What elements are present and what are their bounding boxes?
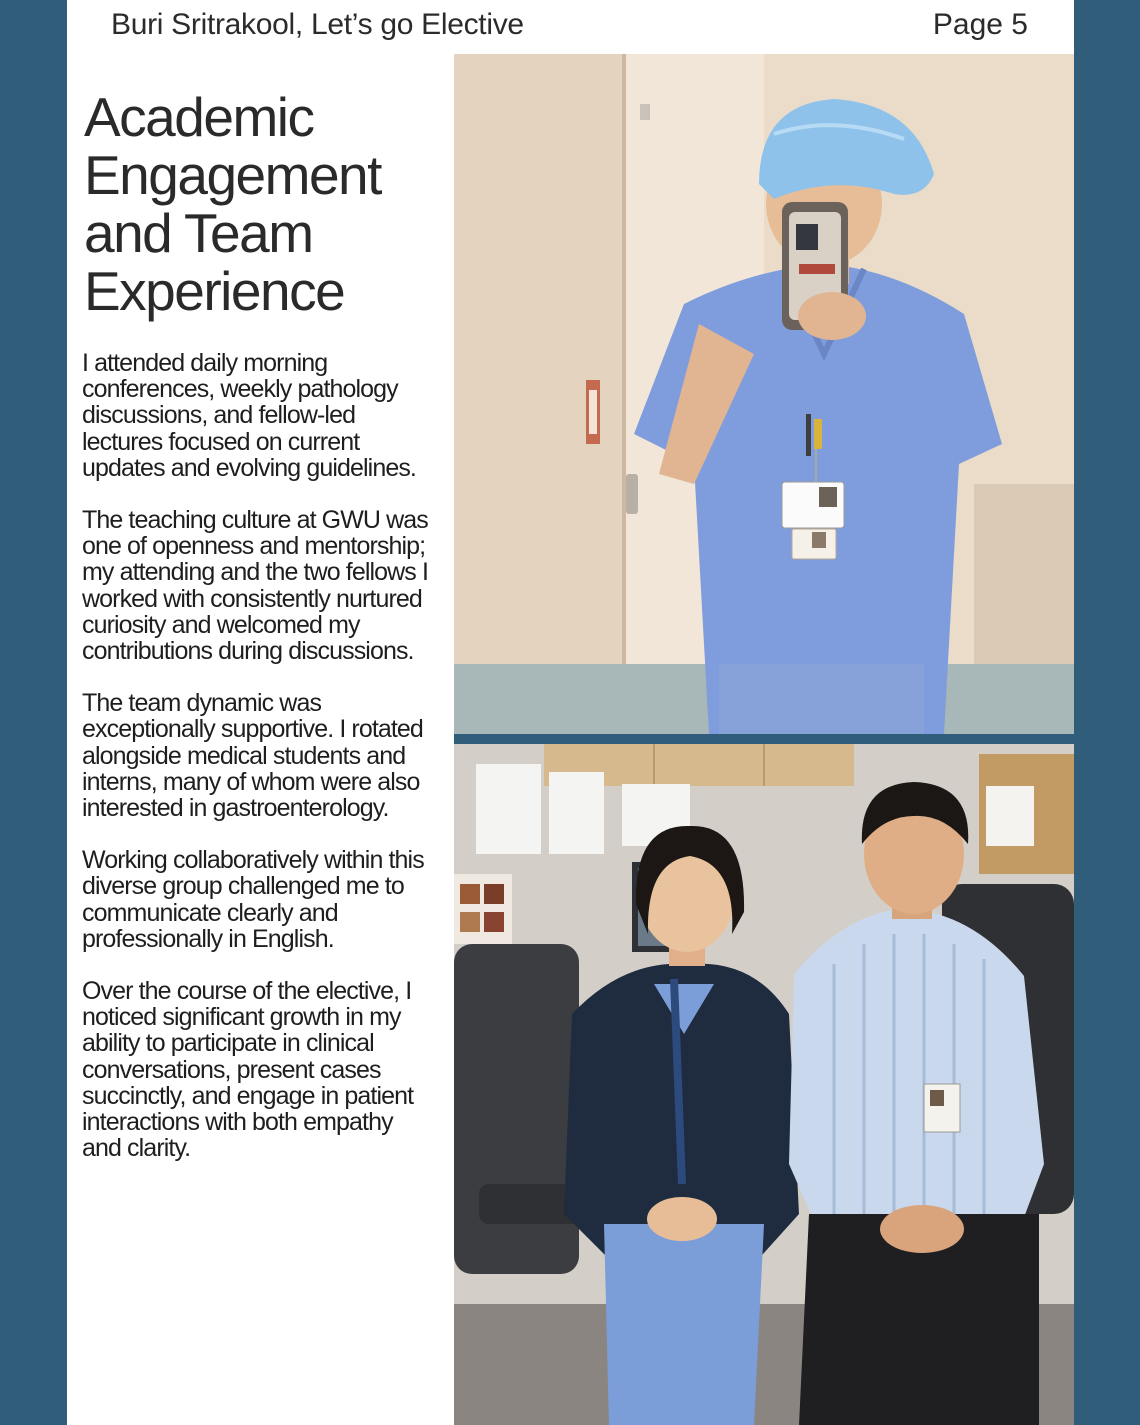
paragraph-growth: Over the course of the elective, I noticed significant growth in my ability to participate in clinical conversations, present cases succinctly, and engage in patient interactions with both empathy and clarity.: [82, 977, 414, 1163]
body-text: [82, 350, 437, 1187]
document-page: [67, 0, 1074, 1425]
paragraph-conferences: I attended daily morning conferences, weekly pathology discussions, and fellow-led lectures focused on current updates and evolving guidelines.: [82, 349, 416, 482]
header-author-title: Buri Sritrakool, Let’s go Elective: [111, 8, 524, 41]
header-page-number: Page 5: [932, 8, 1028, 41]
page-title: Academic Engagement and Team Experience: [84, 86, 381, 322]
photo-divider: [454, 734, 1074, 744]
paragraph-team-dynamic: The team dynamic was exceptionally supportive. I rotated alongside medical students and interns, many of whom were also interested in gastroenterology.: [82, 689, 423, 823]
paragraph-collaboration: Working collaboratively within this diverse group challenged me to communicate clearly and professionally in English.: [82, 846, 424, 953]
photo-office-pair-illustration: [454, 744, 1074, 1425]
paragraph-teaching-culture: The teaching culture at GWU was one of openness and mentorship; my attending and the two fellows I worked with consistently nurtured curiosity and welcomed my contributions during discussions.: [82, 506, 428, 666]
photo-office-seated-pair: [454, 744, 1074, 1425]
photo-mirror-selfie-illustration: [454, 54, 1074, 734]
photo-mirror-selfie-scrubs: [454, 54, 1074, 734]
